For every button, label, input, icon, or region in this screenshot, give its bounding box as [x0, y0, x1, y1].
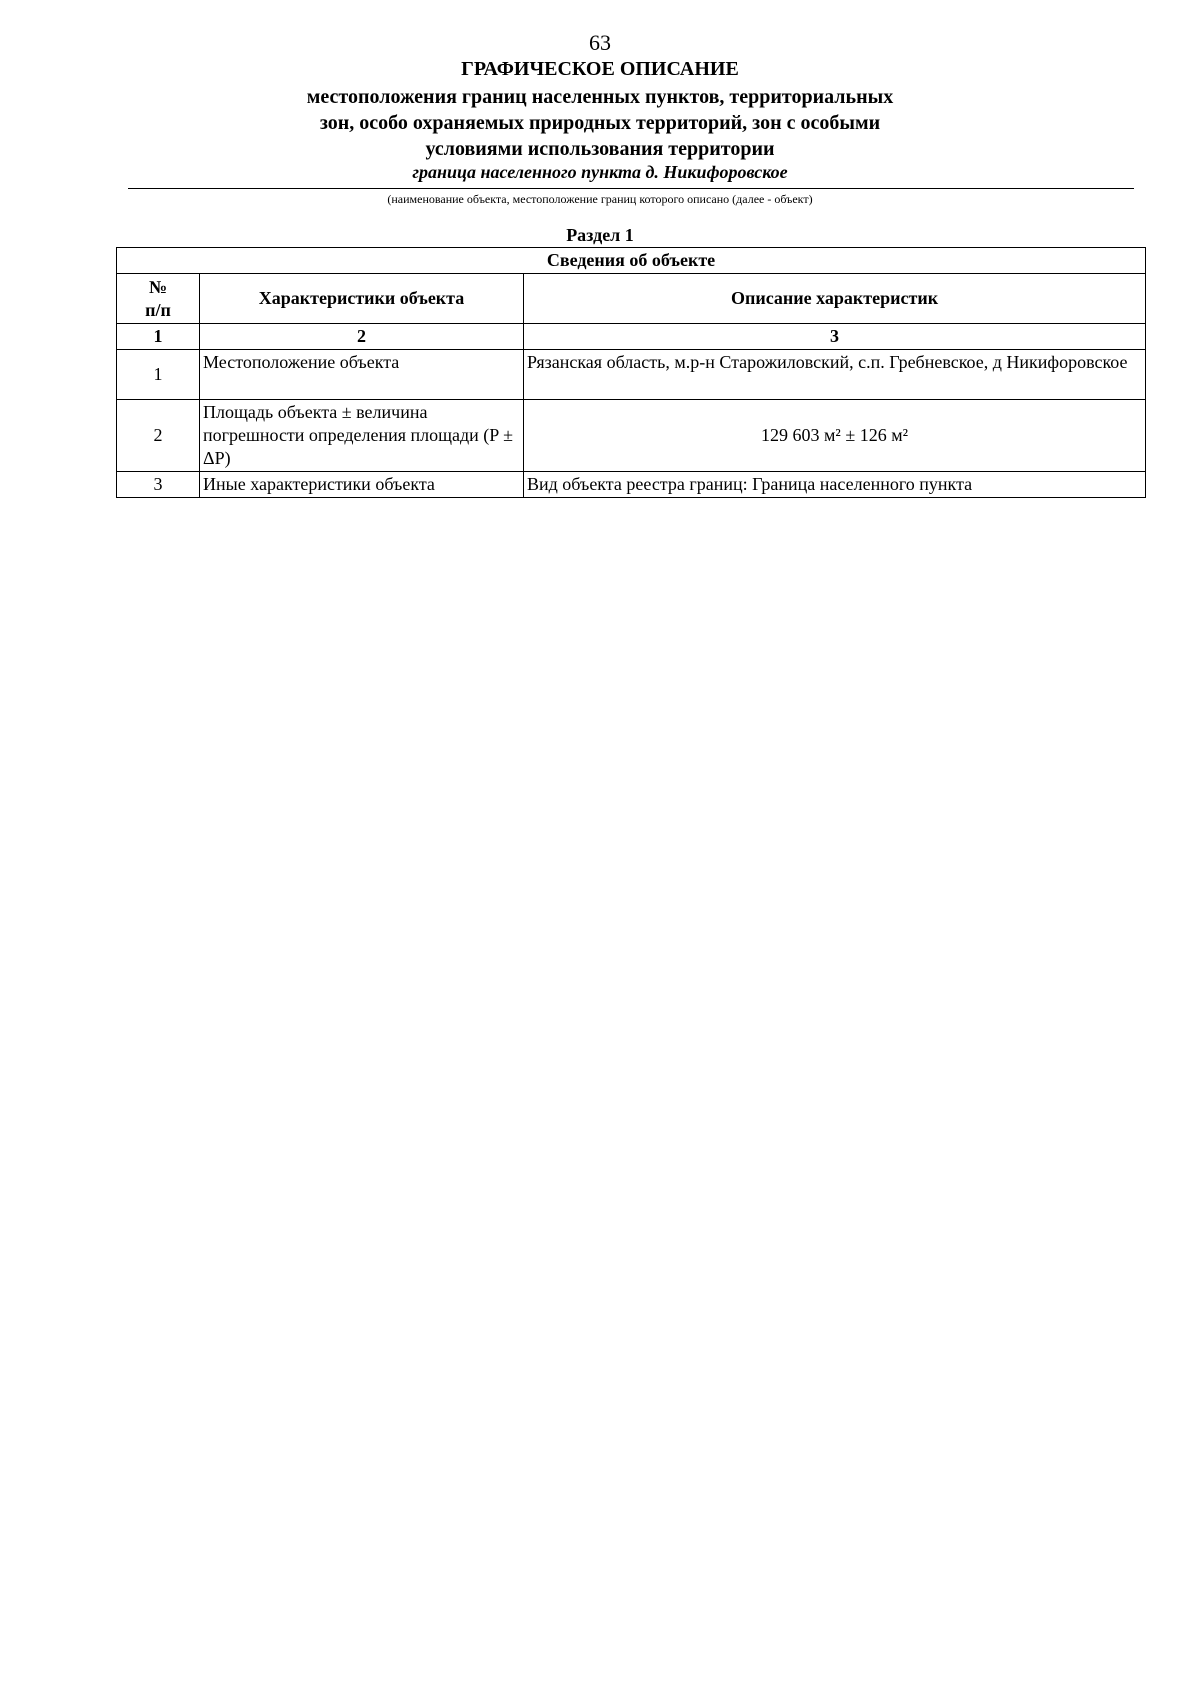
object-name: граница населенного пункта д. Никифоровское	[412, 162, 788, 182]
row-characteristic: Местоположение объекта	[200, 350, 524, 400]
table-row	[117, 350, 1146, 400]
document-subtitle	[0, 84, 1200, 162]
subtitle-line: условиями использования территории	[425, 138, 775, 160]
header-description: Описание характеристик	[524, 274, 1146, 324]
table-title-row	[117, 248, 1146, 274]
row-num: 2	[117, 400, 200, 472]
subtitle-line: местоположения границ населенных пунктов, территориальных	[306, 86, 894, 108]
table-row	[117, 472, 1146, 498]
row-description: Рязанская область, м.р-н Старожиловский, с.п. Гребневское, д Никифоровское	[524, 350, 1146, 400]
table-title: Сведения об объекте	[117, 248, 1146, 274]
row-num: 3	[117, 472, 200, 498]
row-description: 129 603 м² ± 126 м²	[524, 400, 1146, 472]
section-title: Раздел 1	[566, 225, 634, 245]
row-num: 1	[117, 350, 200, 400]
table-row	[117, 400, 1146, 472]
header-num	[117, 274, 200, 324]
column-number: 3	[524, 324, 1146, 350]
column-number: 1	[117, 324, 200, 350]
object-name-underline	[128, 188, 1134, 189]
subtitle-line: зон, особо охраняемых природных территорий, зон с особыми	[319, 112, 881, 134]
object-info-table	[116, 247, 1146, 498]
page-number: 63	[589, 30, 611, 55]
header-num-line2: п/п	[145, 299, 171, 320]
row-characteristic: Иные характеристики объекта	[200, 472, 524, 498]
row-description: Вид объекта реестра границ: Граница населенного пункта	[524, 472, 1146, 498]
column-number: 2	[200, 324, 524, 350]
header-num-line1: №	[148, 276, 168, 297]
document-title: ГРАФИЧЕСКОЕ ОПИСАНИЕ	[461, 58, 739, 80]
column-numbers-row	[117, 324, 1146, 350]
row-characteristic: Площадь объекта ± величина погрешности определения площади (P ± ΔP)	[200, 400, 524, 472]
header-characteristics: Характеристики объекта	[200, 274, 524, 324]
table-header-row	[117, 274, 1146, 324]
object-caption: (наименование объекта, местоположение границ которого описано (далее - объект)	[387, 192, 813, 206]
